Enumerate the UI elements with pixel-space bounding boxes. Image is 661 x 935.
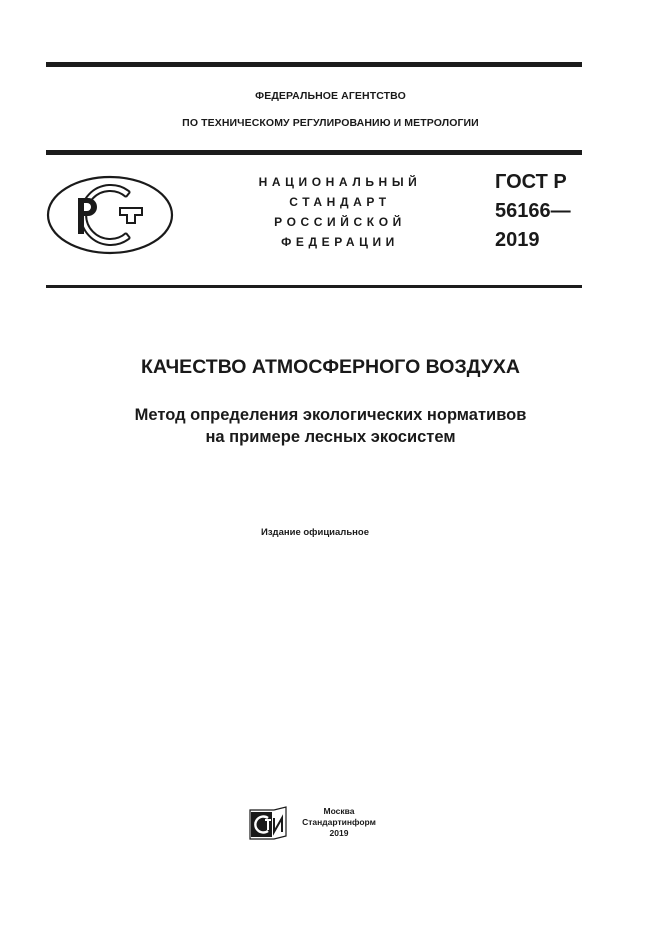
publisher-year: 2019 — [329, 828, 349, 838]
edition-label: Издание официальное — [261, 527, 369, 538]
subtitle-line-2: на примере лесных экосистем — [205, 428, 456, 446]
national-line-1: НАЦИОНАЛЬНЫЙ — [258, 175, 422, 189]
national-line-4: ФЕДЕРАЦИИ — [281, 235, 399, 249]
top-rule — [46, 62, 582, 67]
national-line-2: СТАНДАРТ — [289, 195, 391, 209]
agency-line-2: ПО ТЕХНИЧЕСКОМУ РЕГУЛИРОВАНИЮ И МЕТРОЛОГИИ — [182, 117, 479, 129]
document-title: КАЧЕСТВО АТМОСФЕРНОГО ВОЗДУХА — [140, 356, 521, 378]
publisher-city: Москва — [323, 806, 355, 816]
gost-designation — [495, 168, 571, 255]
document-subtitle — [0, 404, 661, 448]
subtitle-line-1: Метод определения экологических нормативов — [134, 406, 527, 424]
header-rule — [46, 150, 582, 155]
national-standard-label — [240, 172, 440, 252]
publisher-name: Стандартинформ — [302, 817, 376, 827]
gost-line-1: ГОСТ Р — [495, 171, 567, 193]
rst-certification-mark-icon — [46, 170, 174, 260]
national-line-3: РОССИЙСКОЙ — [274, 215, 406, 229]
publisher-block — [294, 806, 384, 839]
standartinform-logo-icon — [248, 806, 288, 840]
standard-rule — [46, 285, 582, 288]
gost-line-2: 56166— — [495, 200, 571, 222]
gost-line-3: 2019 — [495, 229, 540, 251]
agency-line-1: ФЕДЕРАЛЬНОЕ АГЕНТСТВО — [255, 90, 406, 102]
